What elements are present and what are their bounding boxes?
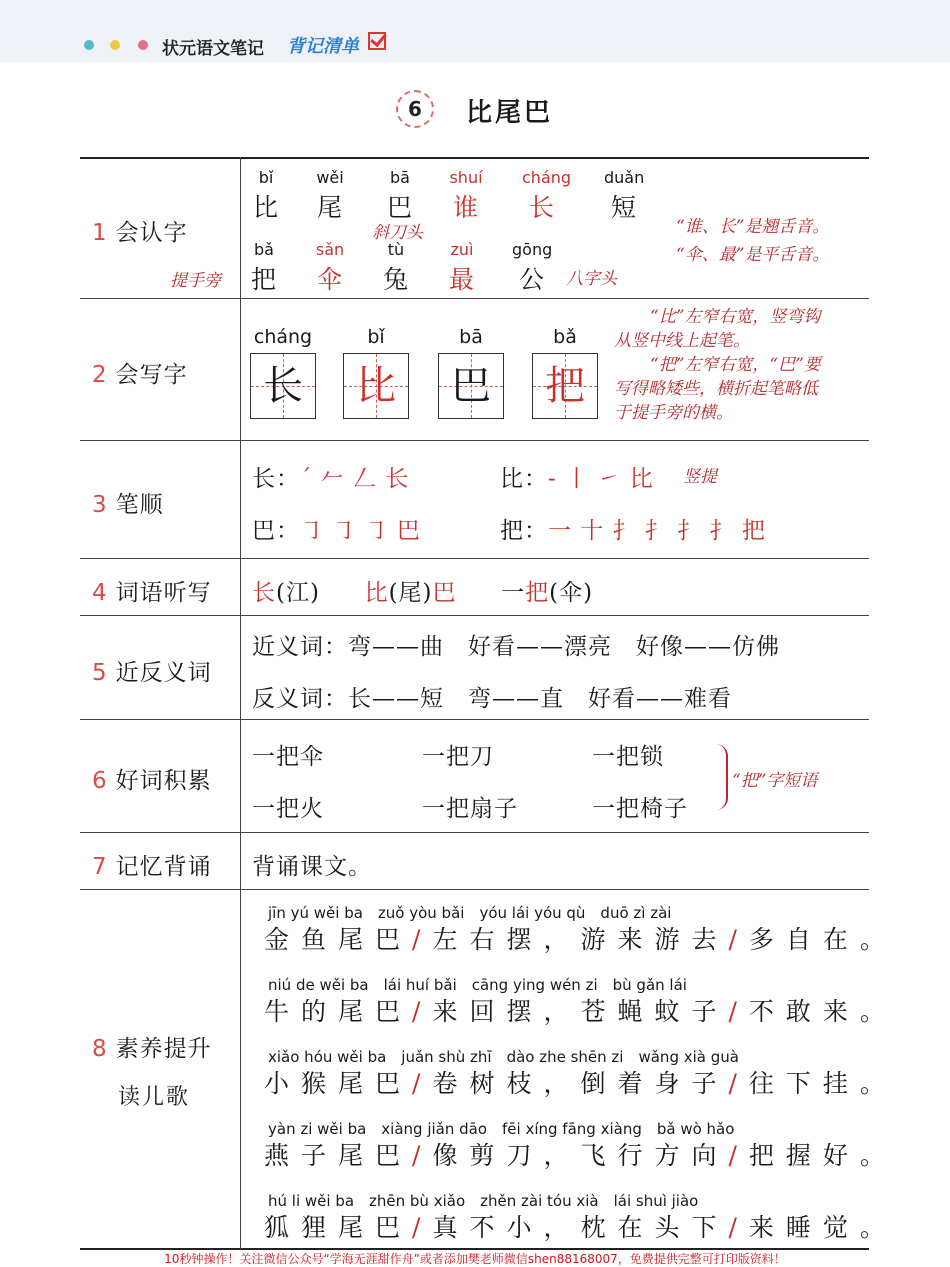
writing-box — [532, 353, 598, 419]
row-divider — [80, 558, 869, 559]
stroke-chang: 长：ˊ 𠂉 𠃋 长 — [252, 466, 410, 492]
poem-pinyin: niú de wěi ba lái huí bǎi cāng ying wén zi bù gǎn lái — [268, 976, 687, 994]
word-item: 一把椅子 — [592, 796, 688, 822]
slash-mark: / — [412, 1213, 433, 1242]
word-item: 一把扇子 — [422, 796, 518, 822]
note-line: 写得略矮些，横折起笔略低 — [614, 379, 818, 399]
pinyin: cháng — [253, 326, 313, 348]
stroke-bi: 比：- 丨 ㇀ 比 — [500, 466, 654, 492]
section-3-label: 3 笔顺 — [92, 492, 164, 518]
writing-box — [438, 353, 504, 419]
row-divider — [80, 832, 869, 833]
poem-segment: 小猴尾巴 — [264, 1069, 413, 1098]
note-pingshe: “伞、最”是平舌音。 — [676, 245, 830, 265]
note-line: “比”左窄右宽，竖弯钩 — [650, 307, 821, 327]
checkbox-icon — [368, 32, 386, 50]
poem-segment: 卷树枝，倒着身子 — [432, 1069, 729, 1098]
pinyin: shuí — [449, 168, 483, 187]
note-bazi: “把”字短语 — [732, 771, 818, 791]
slash-mark: / — [728, 1141, 749, 1170]
note-line: 于提手旁的横。 — [614, 403, 733, 423]
footer-text: 10秒钟操作！关注微信公众号“学海无涯甜作舟”或者添加樊老师微信shen88168007，免费提供完整可打印版资料！ — [164, 1252, 786, 1266]
poem-segment: 左右摆，游来游去 — [432, 925, 729, 954]
row-divider — [80, 889, 869, 890]
poem-pinyin: jīn yú wěi ba zuǒ yòu bǎi yóu lái yóu qù duō zì zài — [268, 904, 672, 922]
poem-segment: 狐狸尾巴 — [264, 1213, 413, 1242]
pinyin: tù — [387, 240, 405, 259]
poem-pinyin: xiǎo hóu wěi ba juǎn shù zhī dào zhe shēn zi wǎng xià guà — [268, 1048, 739, 1066]
row-divider — [80, 719, 869, 720]
top-bar — [0, 0, 950, 62]
pinyin: zuì — [450, 240, 474, 259]
slash-mark: / — [728, 1213, 749, 1242]
hanzi: 比 — [356, 363, 396, 409]
section-8-label: 8 素养提升 — [92, 1036, 212, 1062]
row-divider — [80, 440, 869, 441]
slash-mark: / — [728, 1069, 749, 1098]
writing-box — [250, 353, 316, 419]
hanzi: 谁 — [453, 193, 479, 222]
dot-icon — [138, 40, 148, 50]
word-item: 一把锁 — [592, 744, 664, 770]
pinyin: bǎ — [254, 240, 274, 259]
poem-segment: 燕子尾巴 — [264, 1141, 413, 1170]
slash-mark: / — [412, 997, 433, 1026]
section-7-label: 7 记忆背诵 — [92, 854, 212, 880]
note-xiedaotou: 斜刀头 — [372, 223, 423, 243]
word-item: 一把伞 — [252, 744, 324, 770]
hanzi: 尾 — [317, 193, 343, 222]
synonyms: 近义词：弯——曲 好看——漂亮 好像——仿佛 — [252, 634, 780, 660]
word-item: 一把刀 — [422, 744, 494, 770]
poem-line — [264, 1136, 897, 1172]
poem-line — [264, 920, 897, 956]
word-item: 一把火 — [252, 796, 324, 822]
section-8-sublabel: 读儿歌 — [118, 1085, 191, 1110]
stroke-ba2: 把：一 十 扌 扌 扌 扌 把 — [500, 518, 766, 544]
hanzi: 最 — [449, 265, 475, 294]
brand-subtitle: 背记清单 — [287, 36, 359, 57]
pinyin: sǎn — [315, 240, 345, 259]
pinyin: gōng — [512, 240, 553, 259]
writing-box — [343, 353, 409, 419]
poem-line — [264, 1208, 897, 1244]
note-line: “把”左窄右宽，“巴”要 — [650, 355, 821, 375]
poem-segment: 多自在。 — [748, 925, 897, 954]
note-tishoupang: 提手旁 — [170, 271, 221, 291]
pinyin: bā — [390, 168, 410, 187]
antonyms: 反义词：长——短 弯——直 好看——难看 — [252, 686, 732, 712]
note-bazitou: 八字头 — [566, 269, 617, 289]
row-divider — [80, 615, 869, 616]
section-1-label: 1 会认字 — [92, 220, 188, 246]
note-qiaoshe: “谁、长”是翘舌音。 — [676, 217, 830, 237]
poem-segment: 牛的尾巴 — [264, 997, 413, 1026]
poem-pinyin: hú li wěi ba zhēn bù xiǎo zhěn zài tóu xià lái shuì jiào — [268, 1192, 699, 1210]
poem-segment: 往下挂。 — [748, 1069, 897, 1098]
poem-line — [264, 1064, 897, 1100]
hanzi: 比 — [253, 193, 279, 222]
poem-segment: 来回摆，苍蝇蚊子 — [432, 997, 729, 1026]
note-shuti: 竖提 — [683, 467, 717, 487]
poem-segment: 不敢来。 — [748, 997, 897, 1026]
hanzi: 伞 — [317, 265, 343, 294]
table-border — [80, 157, 869, 159]
note-line: 从竖中线上起笔。 — [614, 331, 750, 351]
poem-segment: 金鱼尾巴 — [264, 925, 413, 954]
hanzi: 长 — [529, 193, 555, 222]
poem-line — [264, 992, 897, 1028]
section-2-label: 2 会写字 — [92, 362, 188, 388]
poem-segment: 真不小，枕在头下 — [432, 1213, 729, 1242]
dot-icon — [84, 40, 94, 50]
column-divider — [240, 157, 241, 1249]
hanzi: 巴 — [451, 363, 491, 409]
hanzi: 把 — [251, 265, 277, 294]
slash-mark: / — [728, 997, 749, 1026]
recite-text: 背诵课文。 — [252, 854, 372, 880]
stroke-ba: 巴：㇆ ㇆ ㇆ 巴 — [252, 518, 421, 544]
brand-name: 状元语文笔记 — [162, 39, 264, 59]
pinyin: duǎn — [604, 168, 645, 187]
hanzi: 把 — [545, 363, 585, 409]
slash-mark: / — [412, 925, 433, 954]
poem-segment: 来睡觉。 — [748, 1213, 897, 1242]
section-6-label: 6 好词积累 — [92, 768, 212, 794]
lesson-title: 比尾巴 — [466, 98, 554, 128]
pinyin: bǐ — [258, 168, 274, 187]
poem-segment: 像剪刀，飞行方向 — [432, 1141, 729, 1170]
pinyin: bǐ — [367, 326, 385, 348]
dictation-words: 长(江) 比(尾)巴 一把(伞) — [252, 580, 594, 606]
lesson-number: 6 — [396, 90, 434, 128]
pinyin: bā — [459, 326, 483, 348]
dot-icon — [110, 40, 120, 50]
hanzi: 巴 — [387, 193, 413, 222]
hanzi: 兔 — [383, 265, 409, 294]
row-divider — [80, 298, 869, 299]
poem-segment: 把握好。 — [748, 1141, 897, 1170]
poem-pinyin: yàn zi wěi ba xiàng jiǎn dāo fēi xíng fāng xiàng bǎ wò hǎo — [268, 1120, 735, 1138]
pinyin: cháng — [522, 168, 572, 187]
hanzi: 长 — [263, 363, 303, 409]
slash-mark: / — [728, 925, 749, 954]
slash-mark: / — [412, 1069, 433, 1098]
pinyin: wěi — [316, 168, 344, 187]
hanzi: 公 — [519, 265, 545, 294]
brace-icon — [716, 744, 728, 810]
section-5-label: 5 近反义词 — [92, 660, 212, 686]
slash-mark: / — [412, 1141, 433, 1170]
pinyin: bǎ — [553, 326, 577, 348]
section-4-label: 4 词语听写 — [92, 580, 212, 606]
hanzi: 短 — [611, 193, 637, 222]
